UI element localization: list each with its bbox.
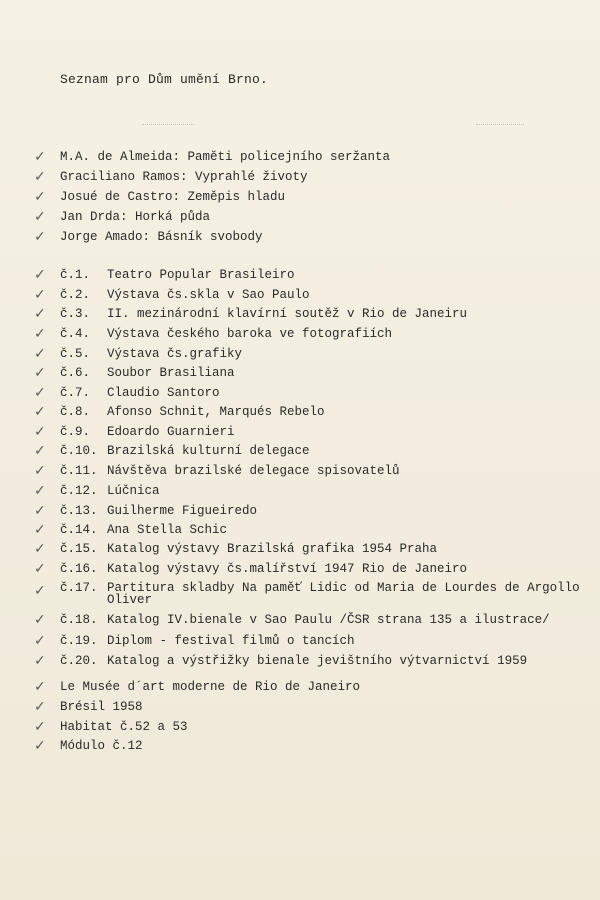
check-mark-icon: ✓ [34, 287, 46, 303]
check-mark-icon: ✓ [34, 306, 46, 322]
check-mark-icon: ✓ [34, 385, 46, 401]
check-mark-icon: ✓ [34, 169, 46, 185]
check-mark-icon: ✓ [34, 443, 46, 459]
check-mark-icon: ✓ [34, 229, 46, 245]
check-mark-icon: ✓ [34, 633, 46, 649]
check-mark-icon: ✓ [34, 699, 46, 715]
check-mark-icon: ✓ [34, 719, 46, 735]
check-mark-icon: ✓ [34, 189, 46, 205]
check-mark-icon: ✓ [34, 503, 46, 519]
check-mark-icon: ✓ [34, 653, 46, 669]
check-mark-icon: ✓ [34, 404, 46, 420]
check-mark-icon: ✓ [34, 483, 46, 499]
faint-mark-right [476, 124, 524, 129]
check-mark-icon: ✓ [34, 209, 46, 225]
check-mark-icon: ✓ [34, 583, 46, 599]
check-mark-icon: ✓ [34, 424, 46, 440]
check-mark-icon: ✓ [34, 326, 46, 342]
check-mark-icon: ✓ [34, 346, 46, 362]
check-mark-icon: ✓ [34, 365, 46, 381]
check-mark-icon: ✓ [34, 679, 46, 695]
check-mark-icon: ✓ [34, 738, 46, 754]
check-mark-icon: ✓ [34, 149, 46, 165]
check-mark-icon: ✓ [34, 541, 46, 557]
faint-mark-left [142, 124, 194, 129]
check-mark-icon: ✓ [34, 463, 46, 479]
check-mark-icon: ✓ [34, 522, 46, 538]
document-page: Seznam pro Dům umění Brno. ✓ M.A. de Almeida: Pamĕti policejního seržanta ✓ Graciliano Ramos: Vyprahlé životy ✓ Josué de Castro: Zeměpis hladu ✓ Jan Drda: Horká půda ✓ Jorge Amado: Básník svobody ✓ č.1. Teatro Popular Brasileiro ✓ č.2. Výstava čs.skla v Sao Paulo ✓ č.3. II. mezinárodní klavírní soutěž v Rio de Janeiru ✓ č.4. Výstava českého baroka ve fotografiích ✓ č.5. Výstava čs.grafiky ✓ č.6. Soubor Brasiliana ✓ č.7. Claudio Santoro ✓ č.8. Afonso Schnit, Marqués Rebelo ✓ č.9. Edoardo Guarnieri ✓ č.10. Brazilská kulturní delegace ✓ č.11. Návštěva brazilské delegace spisovatelů ✓ č.12. Lúčnica ✓ č.13. Guilherme Figueiredo ✓ č.14. Ana Stella Schic ✓ č.15. Katalog výstavy Brazilská grafika 1954 Praha ✓ č.16. Katalog výstavy čs.malířství 1947 Rio de Janeiro ✓ č.17. Partitura skladby Na paměť Lidic od Maria de Lourdes de Argollo Oliver ✓ č.18. Katalog IV.bienale v Sao Paulu /ČSR strana 135 a ilustrace/ ✓ č.19. Diplom - festival filmů o tancích ✓ č.20. Katalog a výstřižky bienale jevištního výtvarnictví 1959 ✓ Le Musée d´art moderne de Rio de Janeiro ✓ Brésil 1958 ✓ Habitat č.52 a 53 ✓ Módulo č.12 [0, 0, 600, 900]
check-mark-icon: ✓ [34, 267, 46, 283]
document-heading: Seznam pro Dům umění Brno. [60, 72, 269, 87]
check-mark-icon: ✓ [34, 612, 46, 628]
check-mark-icon: ✓ [34, 561, 46, 577]
